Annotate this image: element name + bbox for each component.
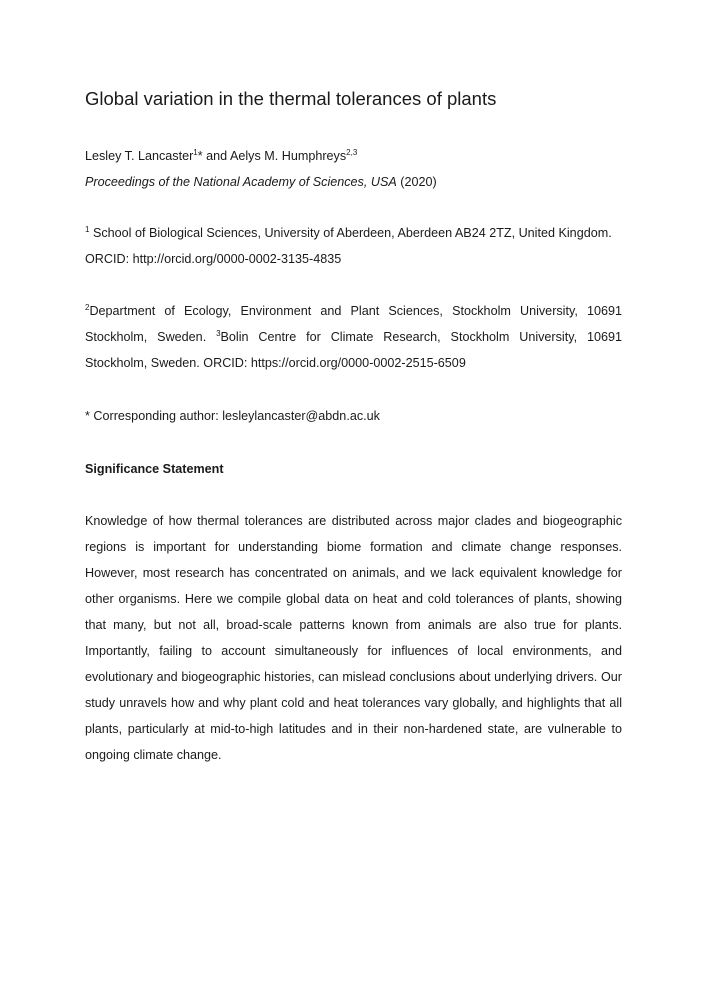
journal-name: Proceedings of the National Academy of Sciences, USA [85, 175, 397, 189]
publication-year: (2020) [396, 175, 437, 189]
citation-line [85, 172, 625, 192]
corresponding-marker: * [197, 149, 203, 163]
affiliation-text: School of Biological Sciences, University of Aberdeen, Aberdeen AB24 2TZ, United Kingdom. [89, 226, 612, 240]
section-heading: Significance Statement [85, 462, 224, 476]
affiliation-text: Bolin Centre for Climate Research, Stockholm University, 10691 Stockholm, Sweden. ORCID: https://orcid.org/0000-0002-2515-6509 [85, 330, 622, 370]
affiliation-number: 3 [216, 328, 221, 338]
affiliation-text: Department of Ecology, Environment and Plant Sciences, Stockholm University, 10691 Stockholm, Sweden. [85, 304, 622, 344]
orcid-text: ORCID: http://orcid.org/0000-0002-3135-4835 [85, 252, 342, 266]
author-name: Lesley T. Lancaster [85, 149, 194, 163]
affiliation-number: 2 [85, 302, 90, 312]
affiliation-number: 1 [85, 224, 90, 234]
paper-title: Global variation in the thermal tolerances of plants [85, 88, 497, 109]
affiliation-marker: 1 [193, 147, 198, 157]
significance-paragraph: Knowledge of how thermal tolerances are distributed across major clades and biogeographic regions is important for understanding biome formation and climate change responses. However, most research has concentrated on animals, and we lack equivalent knowledge for other organisms. Here we compile global data on heat and cold tolerances of plants, showing that many, but not all, broad-scale patterns known from animals are also true for plants. Importantly, failing to account simultaneously for influences of local environments, and evolutionary and biogeographic histories, can mislead conclusions about underlying drivers. Our study unravels how and why plant cold and heat tolerances vary globally, and highlights that all plants, particularly at mid-to-high latitudes and in their non-hardened state, are vulnerable to ongoing climate change. [85, 514, 622, 762]
affiliation-1 [85, 220, 622, 272]
author-connector: and [202, 149, 230, 163]
affiliation-marker: 2,3 [346, 147, 358, 157]
affiliation-2 [85, 298, 622, 376]
author-line [85, 146, 625, 166]
corresponding-author: * Corresponding author: lesleylancaster@abdn.ac.uk [85, 409, 380, 423]
author-name: Aelys M. Humphreys [229, 149, 347, 163]
